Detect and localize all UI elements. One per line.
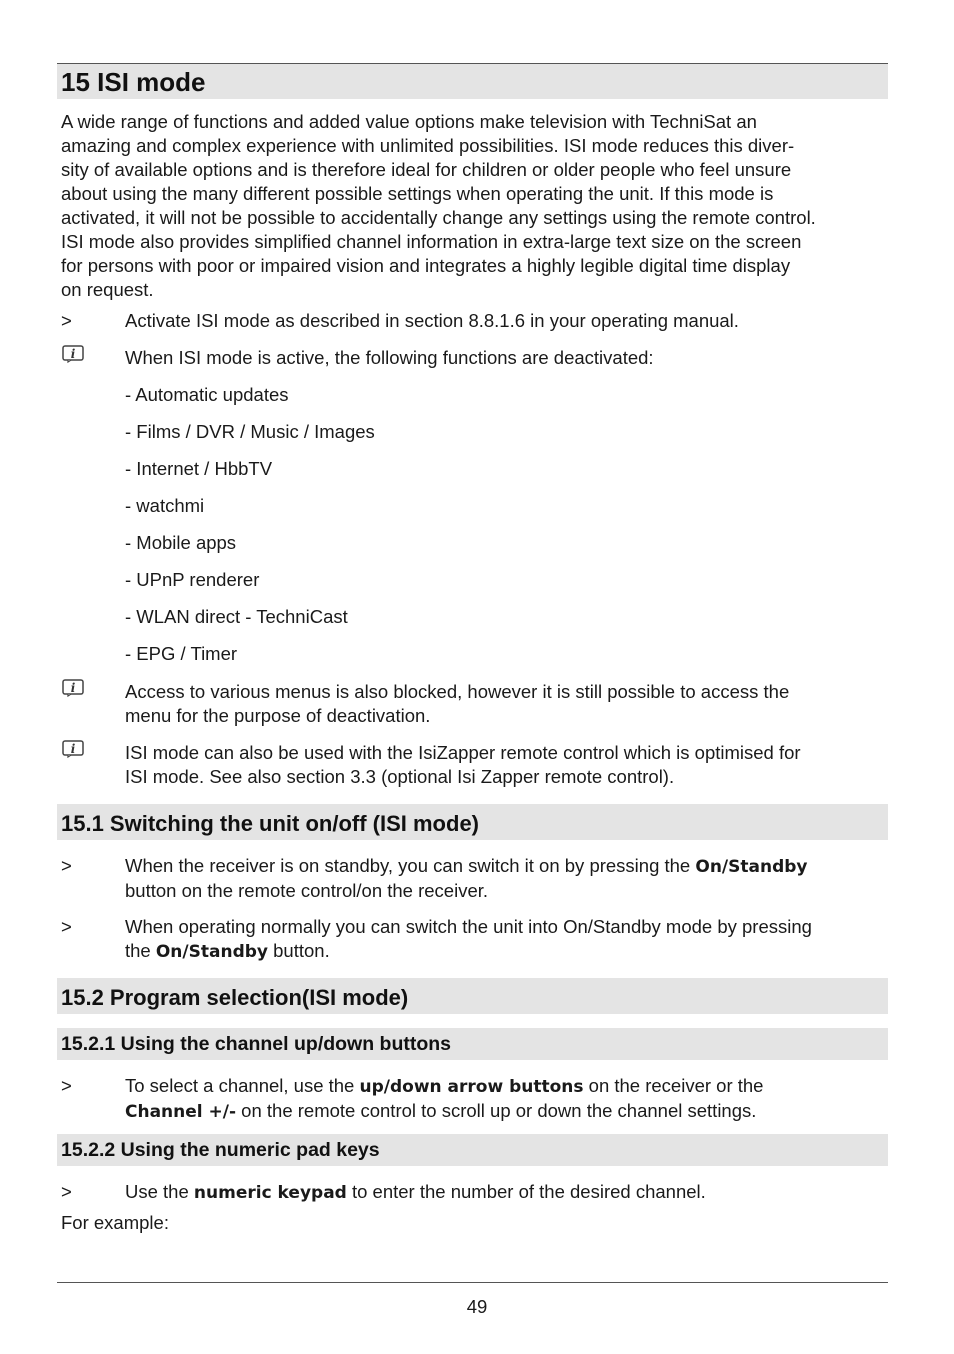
info-note-icon xyxy=(62,679,84,697)
intro-line: for persons with poor or impaired vision and integrates a highly legible digital time display xyxy=(61,255,791,276)
intro-line: A wide range of functions and added value options make television with TechniSat an xyxy=(61,111,757,132)
step-marker: > xyxy=(61,916,72,937)
note-line: ISI mode. See also section 3.3 (optional Isi Zapper remote control). xyxy=(125,766,675,787)
step-channel-updown: To select a channel, use the up/down arrow buttons on the receiver or the Channel +/- on the remote control to scroll up or down the channel settings. xyxy=(125,1075,764,1122)
note-line: ISI mode can also be used with the IsiZapper remote control which is optimised for xyxy=(125,742,801,763)
intro-paragraph xyxy=(61,110,891,302)
subsection-title: 15.1 Switching the unit on/off (ISI mode) xyxy=(61,811,479,836)
intro-line: amazing and complex experience with unlimited possibilities. ISI mode reduces this diver- xyxy=(61,135,795,156)
key-name: On/Standby xyxy=(155,942,268,962)
note-line: Access to various menus is also blocked, however it is still possible to access the xyxy=(125,681,790,702)
subsubsection-title: 15.2.2 Using the numeric pad keys xyxy=(61,1139,380,1161)
subsubsection-title: 15.2.1 Using the channel up/down buttons xyxy=(61,1033,452,1055)
subsection-title: 15.2 Program selection(ISI mode) xyxy=(61,985,409,1010)
list-item: - Films / DVR / Music / Images xyxy=(125,421,375,442)
key-name: On/Standby xyxy=(695,857,808,877)
svg-text:i: i xyxy=(70,742,76,756)
step-marker: > xyxy=(61,1075,72,1096)
step-standby: When operating normally you can switch the unit into On/Standby mode by pressing the On/Standby button. xyxy=(125,916,812,962)
note-isizapper xyxy=(125,741,890,789)
list-item: - WLAN direct - TechniCast xyxy=(125,606,348,627)
step-marker: > xyxy=(61,1181,72,1202)
list-item: - UPnP renderer xyxy=(125,569,260,590)
step-numeric-keypad: Use the numeric keypad to enter the number of the desired channel. xyxy=(125,1181,706,1203)
svg-text:i: i xyxy=(70,681,76,695)
list-item: - Mobile apps xyxy=(125,532,237,553)
step-switch-on: When the receiver is on standby, you can switch it on by pressing the On/Standby button on the remote control/on the receiver. xyxy=(125,855,808,901)
bottom-rule xyxy=(57,1282,888,1283)
note-menus-blocked xyxy=(125,680,890,728)
step-marker: > xyxy=(61,310,72,331)
section-heading xyxy=(57,64,888,99)
subsection-heading xyxy=(57,978,888,1014)
info-note-icon xyxy=(62,740,84,758)
step-marker: > xyxy=(61,855,72,876)
intro-line: on request. xyxy=(61,279,154,300)
note-deactivated: When ISI mode is active, the following functions are deactivated: xyxy=(125,347,654,368)
subsubsection-heading xyxy=(57,1134,888,1166)
section-title: 15 ISI mode xyxy=(61,67,206,97)
key-name: Channel +/- xyxy=(125,1102,237,1122)
intro-line: about using the many different possible settings when operating the unit. If this mode is xyxy=(61,183,774,204)
intro-line: activated, it will not be possible to accidentally change any settings using the remote control. xyxy=(61,207,816,228)
svg-text:i: i xyxy=(70,347,76,361)
list-item: - Automatic updates xyxy=(125,384,289,405)
subsubsection-heading xyxy=(57,1028,888,1060)
intro-line: ISI mode also provides simplified channel information in extra-large text size on the screen xyxy=(61,231,802,252)
step-activate: Activate ISI mode as described in section 8.8.1.6 in your operating manual. xyxy=(125,310,739,331)
list-item: - EPG / Timer xyxy=(125,643,238,664)
list-item: - Internet / HbbTV xyxy=(125,458,273,479)
example-label: For example: xyxy=(61,1212,169,1233)
intro-line: sity of available options and is therefore ideal for children or older people who feel unsure xyxy=(61,159,792,180)
subsection-heading xyxy=(57,804,888,840)
info-note-icon xyxy=(62,345,84,363)
list-item: - watchmi xyxy=(125,495,205,516)
key-name: up/down arrow buttons xyxy=(359,1077,584,1097)
note-line: menu for the purpose of deactivation. xyxy=(125,705,431,726)
page-number: 49 xyxy=(466,1296,488,1317)
key-name: numeric keypad xyxy=(193,1183,347,1203)
